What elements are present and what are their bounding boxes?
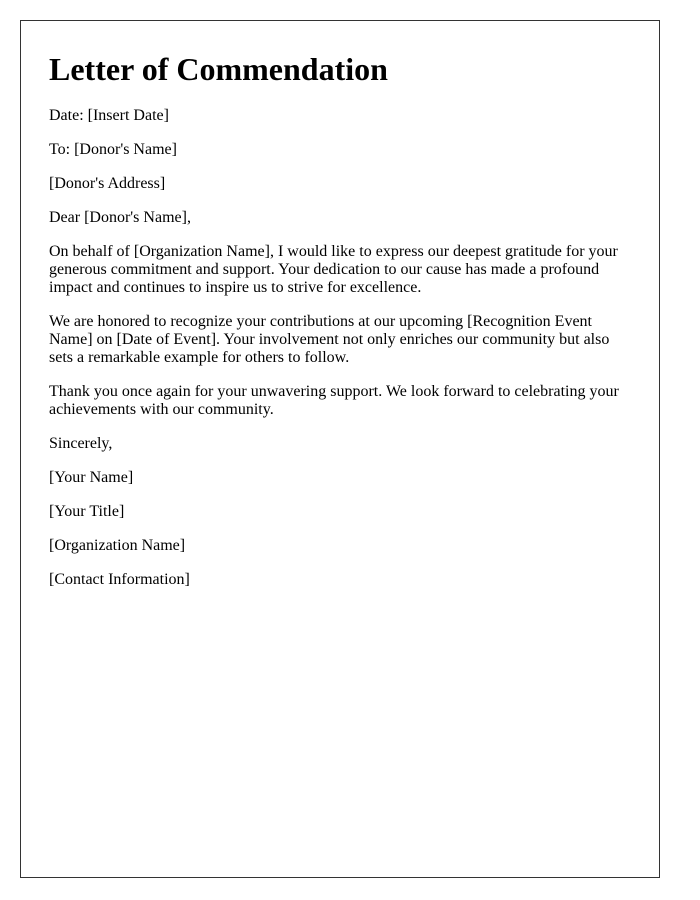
paragraph-recognition: We are honored to recognize your contributions at our upcoming [Recognition Event Name] on [Date of Event]. Your involvement not only enriches our community but also sets a remarkable example for others to follow. [49, 313, 610, 366]
letter-title: Letter of Commendation [49, 51, 388, 87]
date-line: Date: [Insert Date] [49, 107, 169, 124]
paragraph-thanks: Thank you once again for your unwavering support. We look forward to celebrating your achievements with our community. [49, 383, 619, 418]
paragraph-gratitude: On behalf of [Organization Name], I would like to express our deepest gratitude for your generous commitment and support. Your dedication to our cause has made a profound impact and continues to inspire us to strive for excellence. [49, 243, 618, 296]
letter-body [49, 107, 633, 605]
closing: Sincerely, [49, 435, 113, 452]
salutation: Dear [Donor's Name], [49, 209, 191, 226]
letter-page [20, 20, 660, 878]
recipient-line: To: [Donor's Name] [49, 141, 177, 158]
signer-name: [Your Name] [49, 469, 134, 486]
recipient-address: [Donor's Address] [49, 175, 166, 192]
signer-contact: [Contact Information] [49, 571, 190, 588]
signer-title: [Your Title] [49, 503, 125, 520]
signer-organization: [Organization Name] [49, 537, 186, 554]
